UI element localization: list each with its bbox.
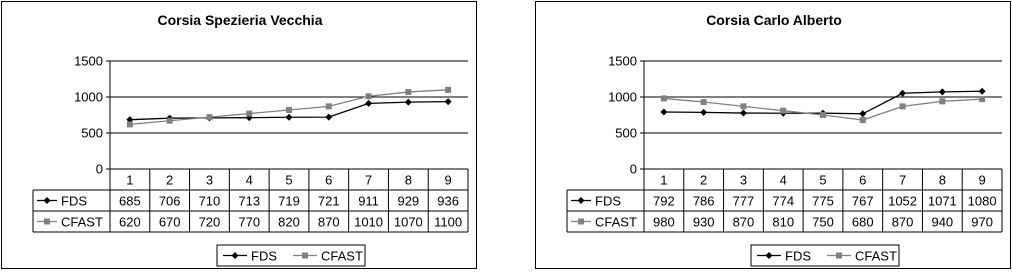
y-tick-label: 1000 — [74, 89, 103, 105]
table-cell-value: 670 — [158, 214, 181, 230]
category-label: 1 — [660, 172, 668, 188]
data-point-fds — [740, 110, 747, 117]
category-label: 3 — [739, 172, 748, 188]
table-series-name: CFAST — [61, 214, 103, 230]
y-tick-label: 1000 — [608, 89, 637, 105]
table-cell-value: 786 — [692, 193, 715, 209]
table-series-key-marker — [578, 219, 584, 225]
category-label: 9 — [444, 172, 452, 188]
data-point-fds — [979, 88, 986, 95]
category-label: 3 — [205, 172, 214, 188]
table-cell-value: 929 — [397, 193, 420, 209]
table-cell-value: 777 — [732, 193, 755, 209]
data-point-fds — [405, 99, 412, 106]
data-point-cfast — [127, 121, 133, 127]
table-cell-value: 710 — [198, 193, 221, 209]
category-label: 9 — [978, 172, 986, 188]
category-label: 7 — [898, 172, 907, 188]
y-tick-label: 1500 — [608, 53, 637, 69]
category-label: 6 — [859, 172, 867, 188]
table-cell-value: 870 — [891, 214, 914, 230]
table-cell-value: 970 — [971, 214, 993, 230]
chart-title: Corsia Carlo Alberto — [706, 12, 842, 28]
table-cell-value: 719 — [278, 193, 300, 209]
data-point-cfast — [286, 107, 292, 113]
table-cell-value: 792 — [653, 193, 675, 209]
table-cell-value: 930 — [692, 214, 715, 230]
data-point-cfast — [445, 87, 451, 93]
data-point-cfast — [979, 96, 985, 102]
table-cell-value: 1100 — [434, 214, 463, 230]
data-point-fds — [365, 100, 372, 107]
category-label: 1 — [126, 172, 134, 188]
table-cell-value: 1010 — [354, 214, 384, 230]
y-tick-label: 1500 — [74, 53, 103, 69]
category-label: 4 — [779, 172, 787, 188]
data-point-fds — [859, 110, 866, 117]
y-tick-label: 0 — [629, 161, 637, 177]
y-tick-label: 500 — [81, 125, 103, 141]
table-cell-value: 936 — [437, 193, 459, 209]
table-series-name: CFAST — [595, 214, 637, 230]
table-cell-value: 980 — [653, 214, 675, 230]
y-tick-label: 0 — [95, 161, 103, 177]
chart-title: Corsia Spezieria Vecchia — [157, 12, 323, 28]
chart-panel-left — [1, 1, 477, 269]
data-point-fds — [939, 88, 946, 95]
category-label: 6 — [325, 172, 333, 188]
data-point-fds — [445, 98, 452, 105]
legend-label: FDS — [251, 248, 277, 264]
table-cell-value: 775 — [812, 193, 834, 209]
data-point-fds — [286, 114, 293, 121]
table-cell-value: 713 — [238, 193, 261, 209]
data-point-cfast — [900, 103, 906, 109]
data-point-cfast — [366, 93, 372, 99]
table-cell-value: 1080 — [967, 193, 997, 209]
table-cell-value: 1070 — [393, 214, 423, 230]
table-series-name: FDS — [61, 193, 87, 209]
category-label: 2 — [700, 172, 708, 188]
data-point-cfast — [167, 118, 173, 124]
data-point-fds — [899, 90, 906, 97]
category-label: 8 — [938, 172, 946, 188]
table-cell-value: 685 — [119, 193, 141, 209]
table-series-key-marker — [44, 197, 51, 204]
data-point-fds — [700, 109, 707, 116]
legend-label: CFAST — [321, 248, 363, 264]
data-point-cfast — [206, 114, 212, 120]
table-cell-value: 620 — [119, 214, 141, 230]
data-point-fds — [660, 108, 667, 115]
data-point-cfast — [405, 89, 411, 95]
table-cell-value: 870 — [732, 214, 755, 230]
category-label: 7 — [364, 172, 373, 188]
table-series-name: FDS — [595, 193, 621, 209]
legend-key-marker — [836, 253, 842, 259]
legend-key-marker — [302, 253, 308, 259]
table-cell-value: 870 — [317, 214, 340, 230]
data-point-cfast — [661, 95, 667, 101]
table-cell-value: 720 — [198, 214, 221, 230]
data-point-cfast — [701, 99, 707, 105]
table-cell-value: 940 — [931, 214, 954, 230]
table-cell-value: 820 — [278, 214, 300, 230]
table-cell-value: 1052 — [888, 193, 918, 209]
table-series-key-marker — [44, 219, 50, 225]
chart-left — [2, 2, 478, 270]
table-cell-value: 911 — [358, 193, 379, 209]
category-label: 4 — [245, 172, 253, 188]
table-cell-value: 770 — [238, 214, 261, 230]
data-point-cfast — [780, 108, 786, 114]
data-point-cfast — [246, 111, 252, 117]
table-cell-value: 767 — [851, 193, 874, 209]
table-series-key-marker — [578, 197, 585, 204]
table-cell-value: 680 — [851, 214, 874, 230]
table-cell-value: 1071 — [927, 193, 957, 209]
table-cell-value: 721 — [317, 193, 340, 209]
data-point-cfast — [820, 112, 826, 118]
y-tick-label: 500 — [615, 125, 637, 141]
chart-panel-right — [535, 1, 1011, 269]
data-point-cfast — [860, 117, 866, 123]
table-cell-value: 774 — [772, 193, 795, 209]
data-point-fds — [325, 114, 332, 121]
legend-label: FDS — [785, 248, 811, 264]
table-cell-value: 706 — [158, 193, 181, 209]
chart-right — [536, 2, 1012, 270]
category-label: 5 — [819, 172, 827, 188]
category-label: 8 — [404, 172, 412, 188]
data-point-cfast — [939, 98, 945, 104]
data-point-cfast — [326, 103, 332, 109]
table-cell-value: 810 — [772, 214, 795, 230]
category-label: 2 — [166, 172, 174, 188]
category-label: 5 — [285, 172, 293, 188]
data-point-cfast — [740, 103, 746, 109]
table-cell-value: 750 — [812, 214, 834, 230]
legend-label: CFAST — [855, 248, 897, 264]
